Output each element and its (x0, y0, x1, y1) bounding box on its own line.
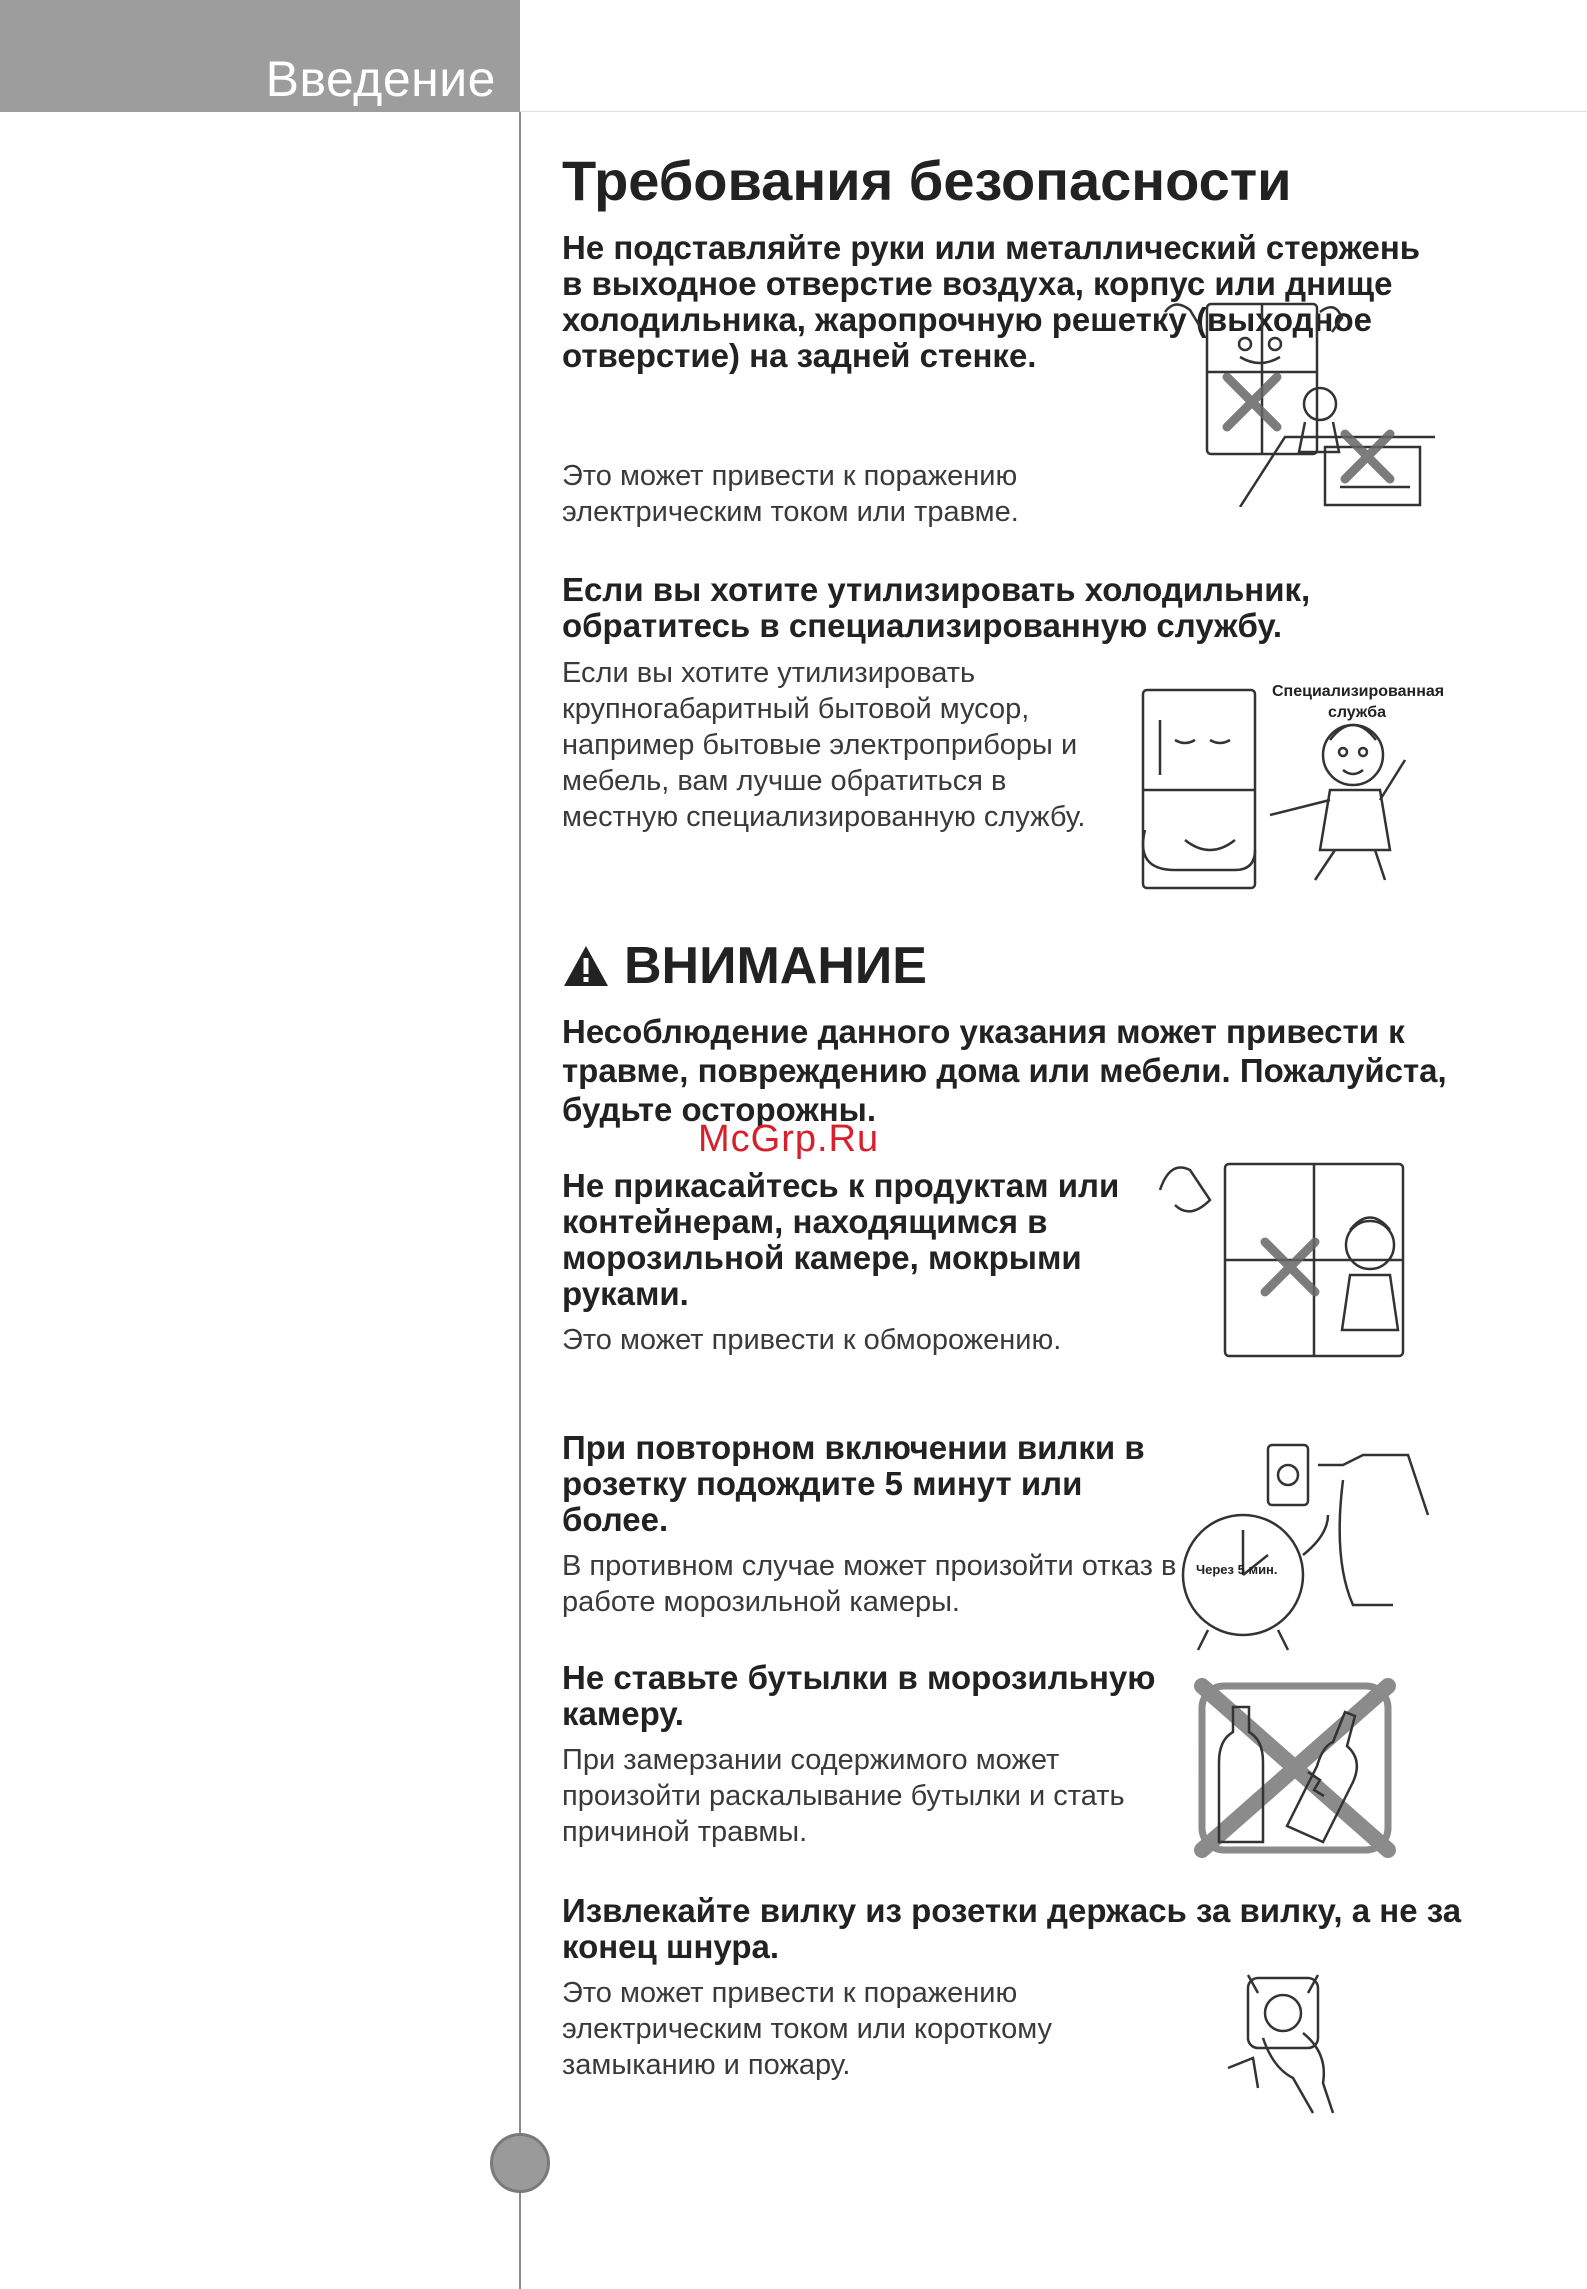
section-header (0, 0, 520, 112)
caution-lead: Несоблюдение данного указания может привести к травме, повреждению дома или мебели. Пожалуйста, будьте осторожны. (562, 1013, 1447, 1128)
service-caption: Специализированная служба (1272, 683, 1445, 721)
caution-item-4-heading: Извлекайте вилку из розетки держась за вилку, а не за конец шнура. (562, 1892, 1462, 1965)
section-title: Введение (265, 51, 496, 107)
caution-item-1-heading: Не прикасайтесь к продуктам или контейнерам, находящимся в морозильной камере, мокрыми руками. (562, 1167, 1120, 1312)
caution-item-1-text: Это может привести к обморожению. (562, 1324, 1062, 1356)
caution-item-2 (562, 1430, 1182, 1620)
fridge-hands-illustration (1145, 292, 1435, 507)
caution-title (562, 936, 927, 996)
clock-socket-illustration (1168, 1435, 1433, 1655)
caution-item-4-body (562, 1975, 1122, 2083)
safety-title: Требования безопасности (562, 149, 1292, 212)
safety-item-2-heading: Если вы хотите утилизировать холодильник, обратитесь в специализированную службу. (562, 571, 1311, 644)
caution-item-2-heading: При повторном включении вилки в розетку подождите 5 минут или более. (562, 1429, 1145, 1538)
header-divider (520, 111, 1587, 112)
timer-caption: Через 5 мин. (1196, 1562, 1278, 1577)
caution-item-3-text: При замерзании содержимого может произойти раскалывание бутылки и стать причиной травмы. (562, 1744, 1125, 1848)
freezer-wet-hands-illustration (1145, 1150, 1420, 1365)
safety-item-2-body (562, 655, 1122, 835)
caution-item-4 (562, 1893, 1462, 1965)
safety-item-2 (562, 572, 1462, 644)
safety-item-2-text: Если вы хотите утилизировать крупногабаритный бытовой мусор, например бытовые электроприборы и мебель, вам лучше обратиться в местную специализированную службу. (562, 657, 1086, 833)
safety-item-1-heading: Не подставляйте руки или металлический стержень в выходное отверстие воздуха, корпус или днище холодильника, жаропрочную решетку (выходное отверстие) на задней стенке. (562, 229, 1421, 374)
watermark: McGrp.Ru (698, 1118, 880, 1160)
caution-item-3-heading: Не ставьте бутылки в морозильную камеру. (562, 1659, 1156, 1732)
caution-item-4-text: Это может привести к поражению электрическим током или короткому замыканию и пожару. (562, 1977, 1052, 2081)
caution-item-1 (562, 1168, 1142, 1358)
warning-triangle-icon (562, 944, 610, 988)
caution-item-3 (562, 1660, 1182, 1850)
safety-item-1-body (562, 458, 1082, 530)
page-number-marker (490, 2133, 550, 2193)
caution-item-2-text: В противном случае может произойти отказ в работе морозильной камеры. (562, 1550, 1177, 1618)
margin-rule (519, 112, 521, 2289)
bottles-crossed-illustration (1188, 1672, 1403, 1864)
plug-pull-illustration (1218, 1958, 1348, 2118)
safety-item-1-text: Это может привести к поражению электрическим током или травме. (562, 460, 1019, 528)
caution-title-text: ВНИМАНИЕ (624, 937, 927, 995)
